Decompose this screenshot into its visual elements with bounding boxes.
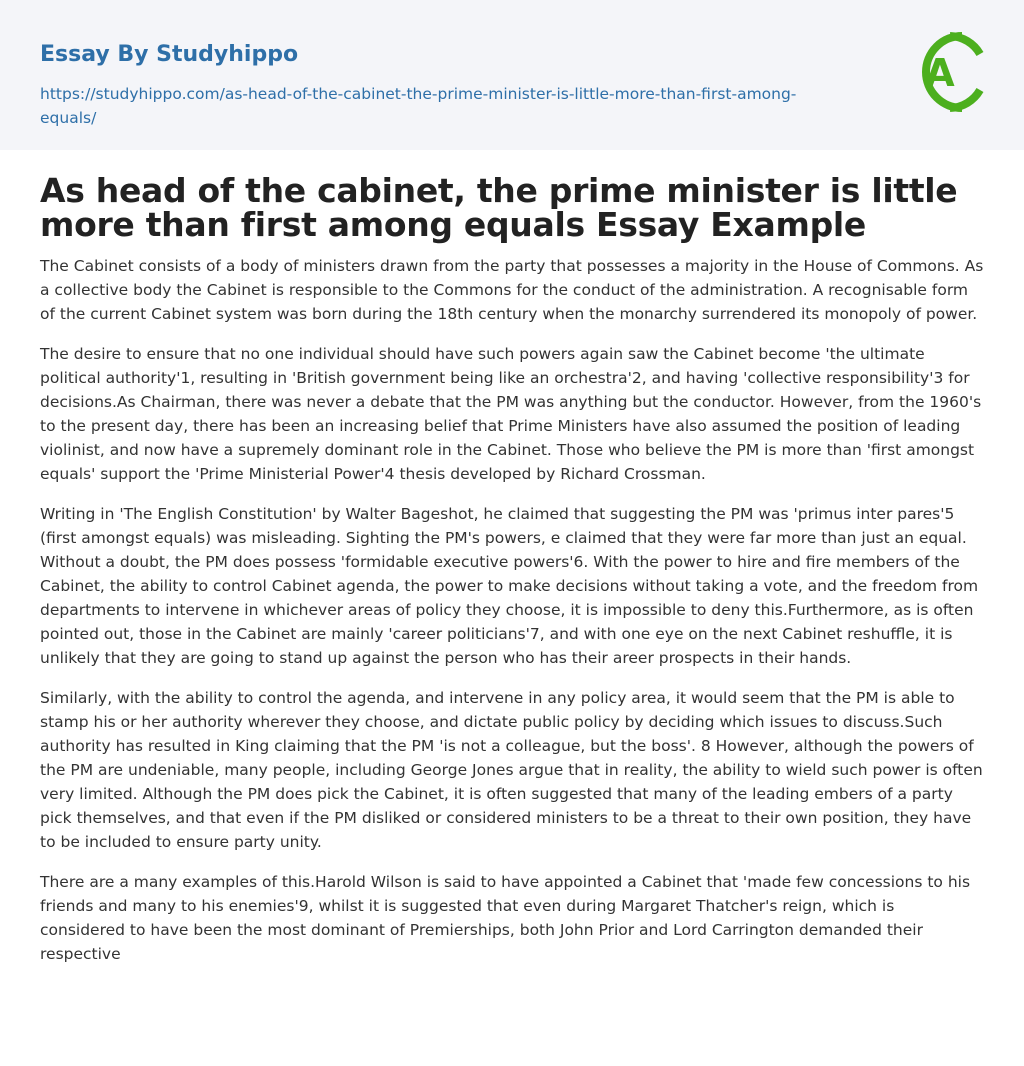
paragraph: The Cabinet consists of a body of ministers drawn from the party that possesses a majority in the House of Commons. As a collective body the Cabinet is responsible to the Commons for the conduct of the administration. A recognisable form of the current Cabinet system was born during the 18th century when the monarchy surrendered its monopoly of power. xyxy=(40,257,984,323)
studyhippo-logo-icon[interactable] xyxy=(910,30,986,114)
paragraph: The desire to ensure that no one individual should have such powers again saw the Cabinet become 'the ultimate political authority'1, resulting in 'British government being like an orchestra'2, and having 'collective responsibility'3 for decisions.As Chairman, there was never a debate that the PM was anything but the conductor. However, from the 1960's to the present day, there has been an increasing belief that Prime Ministers have also assumed the position of leading violinist, and now have a supremely dominant role in the Cabinet. Those who believe the PM is more than 'first amongst equals' support the 'Prime Ministerial Power'4 thesis developed by Richard Crossman. xyxy=(40,345,982,483)
paragraph: There are a many examples of this.Harold Wilson is said to have appointed a Cabinet that 'made few concessions to his friends and many to his enemies'9, whilst it is suggested that even during Margaret Thatcher's reign, which is considered to have been the most dominant of Premierships, both John Prior and Lord Carrington demanded their respective xyxy=(40,873,971,963)
source-url-link[interactable]: https://studyhippo.com/as-head-of-the-cabinet-the-prime-minister-is-little-more-than-first-among-equals/ xyxy=(40,85,797,127)
site-header xyxy=(0,0,1024,150)
site-brand[interactable]: Essay By Studyhippo xyxy=(40,42,299,67)
page-title: As head of the cabinet, the prime minister is little more than first among equals Essay Example xyxy=(40,171,958,244)
article-body xyxy=(40,254,984,966)
paragraph: Writing in 'The English Constitution' by Walter Bageshot, he claimed that suggesting the PM was 'primus inter pares'5 (first amongst equals) was misleading. Sighting the PM's powers, e claimed that they were far more than just an equal. Without a doubt, the PM does possess 'formidable executive powers'6. With the power to hire and fire members of the Cabinet, the ability to control Cabinet agenda, the power to make decisions without taking a vote, and the freedom from departments to intervene in whichever areas of policy they choose, it is impossible to deny this.Furthermore, as is often pointed out, those in the Cabinet are mainly 'career politicians'7, and with one eye on the next Cabinet reshuffle, it is unlikely that they are going to stand up against the person who has their areer prospects in their hands. xyxy=(40,505,979,667)
paragraph: Similarly, with the ability to control the agenda, and intervene in any policy area, it would seem that the PM is able to stamp his or her authority wherever they choose, and dictate public policy by deciding which issues to discuss.Such authority has resulted in King claiming that the PM 'is not a colleague, but the boss'. 8 However, although the powers of the PM are undeniable, many people, including George Jones argue that in reality, the ability to wield such power is often very limited. Although the PM does pick the Cabinet, it is often suggested that many of the leading embers of a party pick themselves, and that even if the PM disliked or considered ministers to be a threat to their own position, they have to be included to ensure party unity. xyxy=(40,689,983,851)
logo-letter: A xyxy=(925,51,955,95)
